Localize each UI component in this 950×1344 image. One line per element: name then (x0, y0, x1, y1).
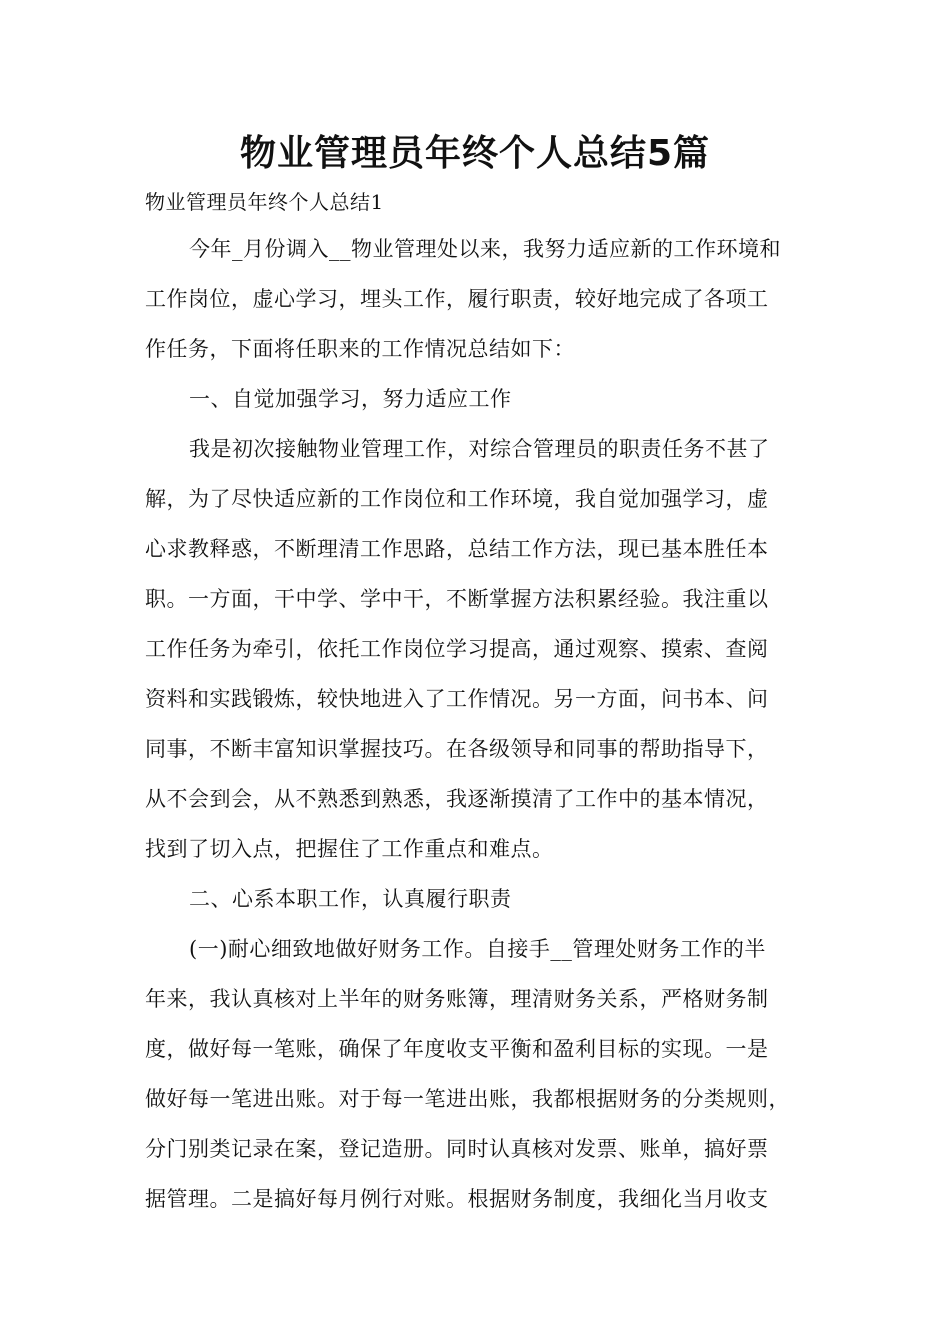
paragraph-line: 解，为了尽快适应新的工作岗位和工作环境，我自觉加强学习，虚 (145, 487, 769, 511)
paragraph-line: 据管理。二是搞好每月例行对账。根据财务制度，我细化当月收支 (145, 1187, 769, 1211)
document-subtitle: 物业管理员年终个人总结1 (145, 190, 384, 214)
paragraph-line: 工作岗位，虚心学习，埋头工作，履行职责，较好地完成了各项工 (145, 287, 769, 311)
paragraph-line: 度，做好每一笔账，确保了年度收支平衡和盈利目标的实现。一是 (145, 1037, 769, 1061)
paragraph-line: 从不会到会，从不熟悉到熟悉，我逐渐摸清了工作中的基本情况， (145, 787, 769, 811)
section-heading: 一、自觉加强学习，努力适应工作 (189, 387, 512, 411)
paragraph-line: 职。一方面，干中学、学中干，不断掌握方法积累经验。我注重以 (145, 587, 769, 611)
paragraph-line: 做好每一笔进出账。对于每一笔进出账，我都根据财务的分类规则， (145, 1087, 790, 1111)
paragraph-line: 今年_月份调入__物业管理处以来，我努力适应新的工作环境和 (189, 237, 781, 261)
paragraph-line: 年来，我认真核对上半年的财务账簿，理清财务关系，严格财务制 (145, 987, 769, 1011)
paragraph-line: 找到了切入点，把握住了工作重点和难点。 (145, 837, 554, 861)
paragraph-line: 同事，不断丰富知识掌握技巧。在各级领导和同事的帮助指导下， (145, 737, 769, 761)
paragraph-line: 作任务，下面将任职来的工作情况总结如下： (145, 337, 575, 361)
paragraph-line: 我是初次接触物业管理工作，对综合管理员的职责任务不甚了 (189, 437, 770, 461)
paragraph-line: 资料和实践锻炼，较快地进入了工作情况。另一方面，问书本、问 (145, 687, 769, 711)
document-title: 物业管理员年终个人总结5篇 (239, 133, 711, 174)
paragraph-line: 工作任务为牵引，依托工作岗位学习提高，通过观察、摸索、查阅 (145, 637, 769, 661)
paragraph-line: 心求教释惑，不断理清工作思路，总结工作方法，现已基本胜任本 (145, 537, 769, 561)
section-heading: 二、心系本职工作，认真履行职责 (189, 887, 512, 911)
document-body (145, 182, 810, 1224)
paragraph-line: (一)耐心细致地做好财务工作。自接手__管理处财务工作的半 (189, 937, 766, 961)
paragraph-line: 分门别类记录在案，登记造册。同时认真核对发票、账单，搞好票 (145, 1137, 769, 1161)
